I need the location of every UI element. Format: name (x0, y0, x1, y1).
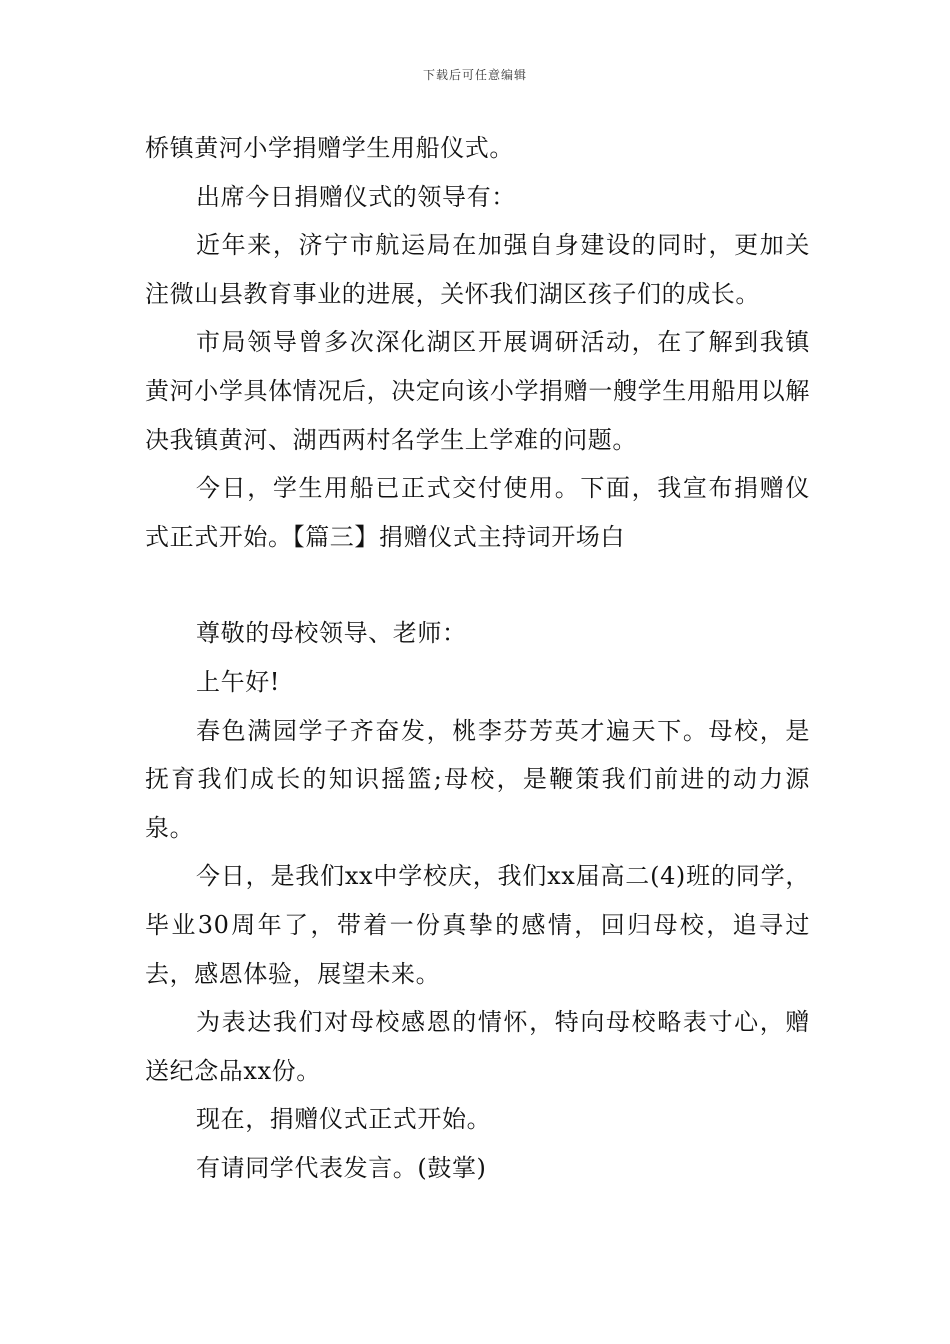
document-body (145, 124, 810, 1192)
paragraph-3: 近年来，济宁市航运局在加强自身建设的同时，更加关注微山县教育事业的进展，关怀我们湖区孩子们的成长。 (145, 231, 810, 308)
paragraph-11: 现在，捐赠仪式正式开始。 (196, 1105, 492, 1134)
paragraph-4: 市局领导曾多次深化湖区开展调研活动，在了解到我镇黄河小学具体情况后，决定向该小学捐赠一艘学生用船用以解决我镇黄河、湖西两村名学生上学难的问题。 (145, 328, 810, 454)
paragraph-10: 为表达我们对母校感恩的情怀，特向母校略表寸心，赠送纪念品xx份。 (145, 1008, 810, 1085)
blank-line (145, 561, 810, 609)
page-header: 下载后可任意编辑 (422, 68, 527, 82)
paragraph-2: 出席今日捐赠仪式的领导有： (196, 182, 516, 211)
paragraph-greeting: 上午好! (196, 667, 281, 696)
paragraph-8: 春色满园学子齐奋发，桃李芬芳英才遍天下。母校，是抚育我们成长的知识摇篮;母校，是鞭策我们前进的动力源泉。 (145, 716, 810, 842)
paragraph-5: 今日，学生用船已正式交付使用。下面，我宣布捐赠仪式正式开始。【篇三】捐赠仪式主持词开场白 (145, 474, 810, 551)
paragraph-salutation: 尊敬的母校领导、老师： (196, 619, 467, 648)
paragraph-12: 有请同学代表发言。(鼓掌) (196, 1153, 487, 1182)
paragraph-9: 今日，是我们xx中学校庆，我们xx届高二(4)班的同学，毕业30周年了，带着一份真挚的感情，回归母校，追寻过去，感恩体验，展望未来。 (145, 862, 810, 988)
paragraph-1: 桥镇黄河小学捐赠学生用船仪式。 (145, 134, 514, 162)
